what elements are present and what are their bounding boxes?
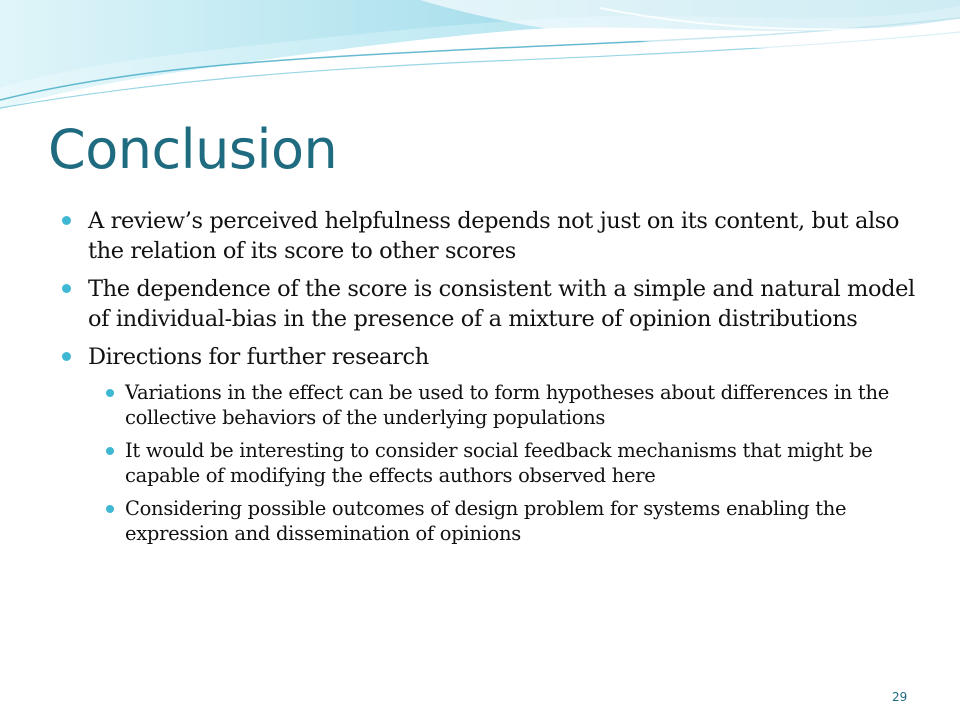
sub-bullet-text: Considering possible outcomes of design problem for systems enabling the expression and dissemination of opinions	[125, 497, 847, 545]
sub-bullet-dot-icon	[106, 389, 114, 397]
sub-bullet-item	[60, 380, 930, 430]
sub-bullet-item	[60, 438, 930, 488]
bullet-dot-icon	[62, 216, 71, 225]
bullet-text: Directions for further research	[88, 344, 429, 370]
sub-bullet-dot-icon	[106, 447, 114, 455]
sub-bullet-dot-icon	[106, 505, 114, 513]
bullet-text: A review’s perceived helpfulness depends not just on its content, but also the relation of its score to other scores	[88, 208, 900, 264]
bullet-text: The dependence of the score is consistent with a simple and natural model of individual-bias in the presence of a mixture of opinion distributions	[88, 276, 915, 332]
sub-bullet-text: It would be interesting to consider social feedback mechanisms that might be capable of modifying the effects authors observed here	[125, 439, 873, 487]
bullet-item	[60, 342, 930, 546]
slide-title: Conclusion	[48, 118, 338, 181]
sub-bullet-text: Variations in the effect can be used to form hypotheses about differences in the collective behaviors of the underlying populations	[125, 381, 889, 429]
sub-bullet-item	[60, 496, 930, 546]
bullet-item	[60, 274, 930, 334]
page-number: 29	[892, 690, 908, 704]
bullet-item	[60, 206, 930, 266]
bullet-dot-icon	[62, 284, 71, 293]
sub-bullet-list	[60, 380, 930, 546]
bullet-dot-icon	[62, 352, 71, 361]
decorative-wave-header	[0, 0, 960, 130]
bullet-list	[60, 206, 930, 554]
